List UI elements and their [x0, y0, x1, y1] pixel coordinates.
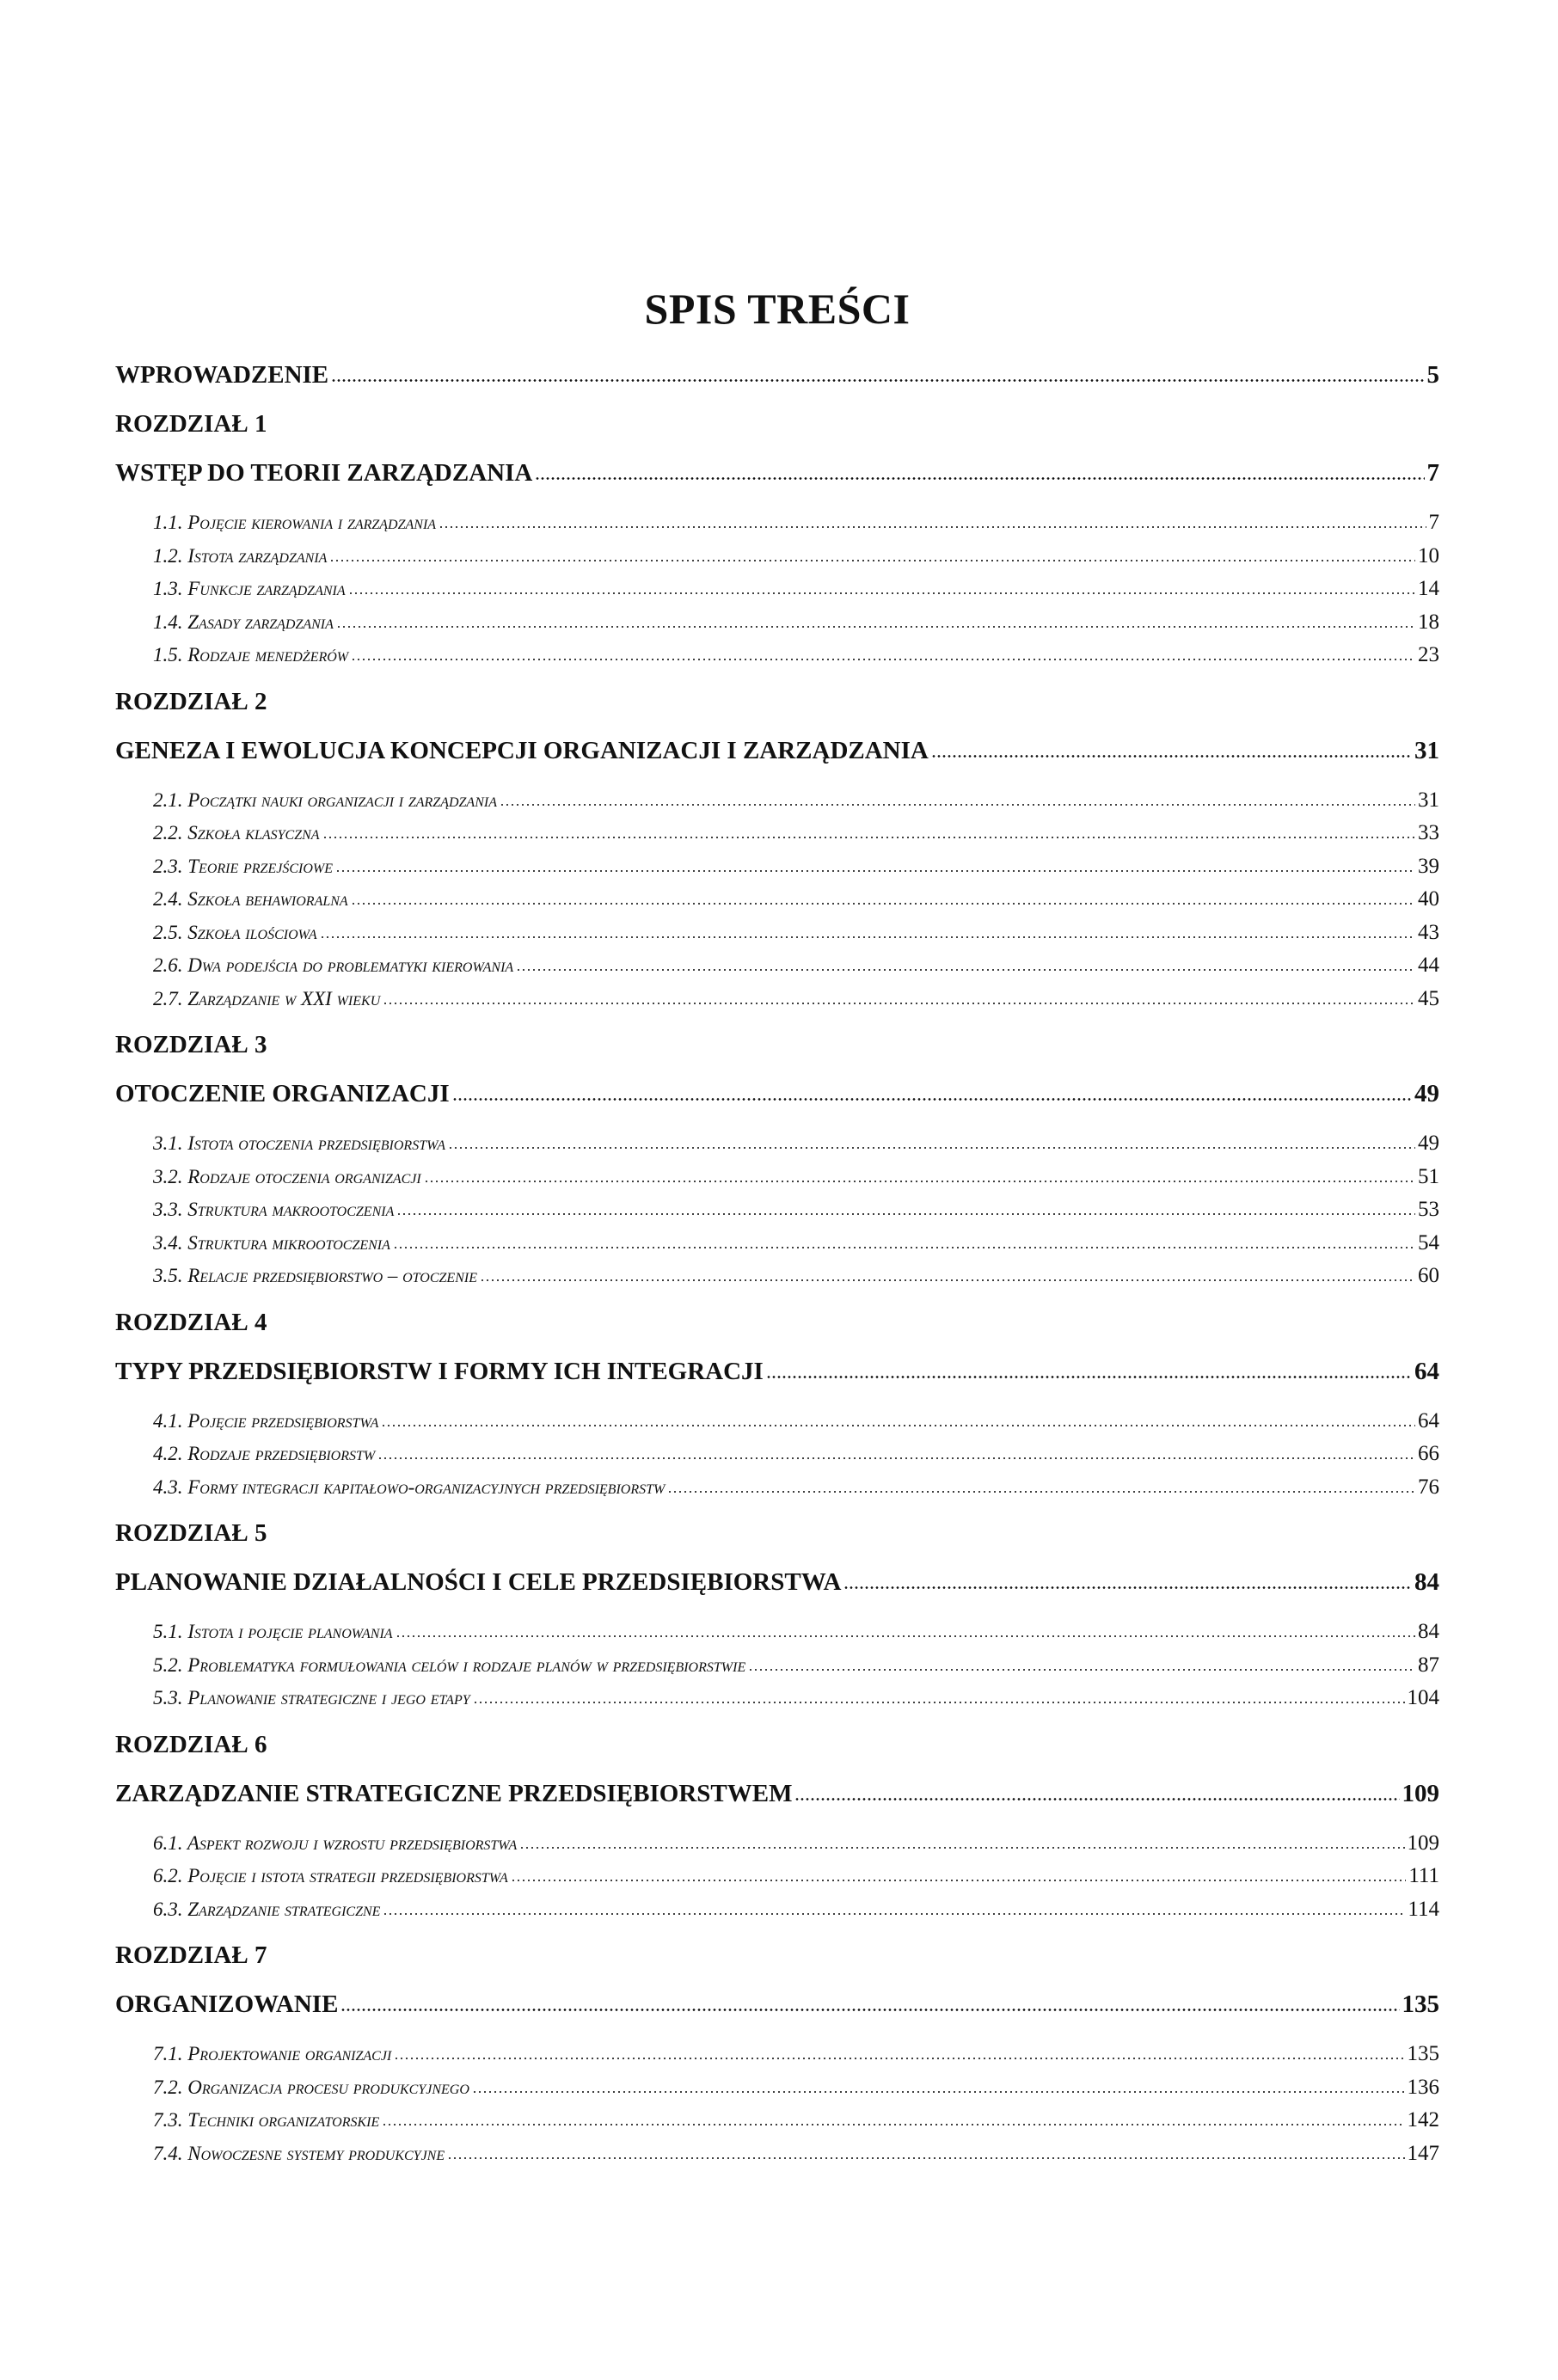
toc-entry-section[interactable]	[115, 506, 1439, 540]
entry-title: 4.3. Formy integracji kapitałowo-organizacyjnych przedsiębiorstw	[153, 1475, 666, 1498]
entry-title: TYPY PRZEDSIĘBIORSTW I FORMY ICH INTEGRACJI	[115, 1357, 764, 1385]
entry-page: 60	[1418, 1264, 1439, 1287]
dot-leader	[383, 1003, 1415, 1004]
entry-page: 10	[1418, 543, 1439, 567]
toc-entry-chapter[interactable]	[115, 449, 1439, 498]
dot-leader	[394, 2058, 1404, 2059]
entry-title: 3.5. Relacje przedsiębiorstwo – otoczenie	[153, 1265, 477, 1286]
toc-entry-intro[interactable]	[115, 351, 1439, 400]
dot-leader	[766, 1376, 1412, 1378]
dot-leader	[473, 1702, 1405, 1703]
entry-page: 51	[1418, 1164, 1439, 1188]
entry-page: 76	[1418, 1475, 1439, 1499]
entry-page: 14	[1418, 577, 1439, 600]
entry-title: WPROWADZENIE	[115, 361, 329, 389]
toc-entry-section[interactable]	[115, 606, 1439, 640]
entry-page: 7	[1428, 511, 1439, 534]
entry-title: PLANOWANIE DZIAŁALNOŚCI I CELE PRZEDSIĘBIORSTWA	[115, 1568, 842, 1596]
entry-title: 2.1. Początki nauki organizacji i zarządzania	[153, 788, 497, 811]
entry-title: 1.3. Funkcje zarządzania	[153, 578, 346, 599]
entry-page: 135	[1402, 1990, 1439, 2018]
toc-entry-section[interactable]	[115, 983, 1439, 1016]
entry-page: 44	[1418, 954, 1439, 977]
dot-leader	[329, 560, 1415, 561]
dot-leader	[448, 1147, 1415, 1149]
entry-page: 23	[1418, 643, 1439, 666]
entry-page: 111	[1408, 1864, 1439, 1887]
entry-page: 31	[1418, 788, 1439, 812]
entry-title: 2.4. Szkoła behawioralna	[153, 888, 348, 910]
entry-title: 3.3. Struktura makrootoczenia	[153, 1199, 395, 1220]
dot-leader	[393, 1247, 1415, 1248]
dot-leader	[447, 2157, 1404, 2159]
entry-page: 109	[1402, 1779, 1439, 1807]
entry-page: 18	[1418, 610, 1439, 634]
entry-page: 39	[1418, 854, 1439, 878]
dot-leader	[794, 1798, 1399, 1800]
entry-title: 2.5. Szkoła ilościowa	[153, 921, 317, 943]
chapter-label: ROZDZIAŁ 5	[115, 1519, 267, 1547]
entry-page: 114	[1408, 1897, 1439, 1921]
entry-page: 40	[1418, 887, 1439, 911]
dot-leader	[348, 592, 1415, 594]
toc-entry-section[interactable]	[115, 1161, 1439, 1194]
entry-title: 6.1. Aspekt rozwoju i wzrostu przedsiębiorstwa	[153, 1831, 518, 1854]
dot-leader	[667, 1491, 1415, 1493]
toc-entry-section[interactable]	[115, 1127, 1439, 1161]
toc-entry-section[interactable]	[115, 1860, 1439, 1893]
entry-page: 147	[1407, 2141, 1439, 2165]
dot-leader	[340, 2009, 1399, 2011]
chapter-label: ROZDZIAŁ 3	[115, 1031, 267, 1058]
toc-entry-section[interactable]	[115, 949, 1439, 983]
entry-page: 33	[1418, 821, 1439, 844]
toc-entry-section[interactable]	[115, 2138, 1439, 2171]
dot-leader	[500, 804, 1415, 806]
entry-page: 87	[1418, 1653, 1439, 1677]
entry-title: 1.2. Istota zarządzania	[153, 544, 328, 567]
entry-title: 1.5. Rodzaje menedżerów	[153, 644, 349, 666]
entry-title: 1.4. Zasady zarządzania	[153, 610, 334, 633]
chapter-label: ROZDZIAŁ 7	[115, 1941, 267, 1969]
chapter-label: ROZDZIAŁ 1	[115, 410, 267, 438]
toc-entry-section[interactable]	[115, 2071, 1439, 2105]
dot-leader	[382, 2124, 1404, 2125]
toc-entry-section[interactable]	[115, 1471, 1439, 1505]
entry-title: 5.1. Istota i pojęcie planowania	[153, 1621, 393, 1642]
dot-leader	[748, 1669, 1415, 1671]
entry-title: 7.4. Nowoczesne systemy produkcyjne	[153, 2142, 445, 2164]
dot-leader	[843, 1586, 1412, 1589]
dot-leader	[519, 1847, 1404, 1849]
entry-title: ORGANIZOWANIE	[115, 1990, 339, 2018]
toc-entry-section[interactable]	[115, 917, 1439, 950]
dot-leader	[452, 1098, 1412, 1101]
entry-page: 49	[1418, 1132, 1439, 1155]
entry-title: 2.2. Szkoła klasyczna	[153, 822, 320, 843]
dot-leader	[336, 626, 1415, 628]
chapter-label: ROZDZIAŁ 4	[115, 1308, 267, 1336]
entry-page: 45	[1418, 986, 1439, 1010]
entry-title: 2.7. Zarządzanie w XXI wieku	[153, 987, 381, 1009]
toc-entry-section[interactable]	[115, 2038, 1439, 2071]
entry-page: 64	[1414, 1357, 1439, 1385]
dot-leader	[351, 659, 1415, 660]
dot-leader	[396, 1635, 1415, 1637]
entry-title: 4.1. Pojęcie przedsiębiorstwa	[153, 1409, 379, 1432]
entry-title: 3.4. Struktura mikrootoczenia	[153, 1231, 390, 1254]
dot-leader	[335, 870, 1415, 872]
toc-entry-section[interactable]	[115, 1193, 1439, 1227]
toc-entry-section[interactable]	[115, 1405, 1439, 1438]
entry-page: 64	[1418, 1408, 1439, 1432]
toc-entry-section[interactable]	[115, 883, 1439, 917]
dot-leader	[439, 526, 1426, 528]
entry-title: 3.1. Istota otoczenia przedsiębiorstwa	[153, 1132, 446, 1154]
toc-entry-section[interactable]	[115, 1616, 1439, 1649]
entry-page: 53	[1418, 1198, 1439, 1221]
toc-entry-chapter[interactable]	[115, 1980, 1439, 2029]
entry-page: 31	[1414, 736, 1439, 764]
toc-entry-section[interactable]	[115, 850, 1439, 884]
dot-leader	[424, 1181, 1415, 1182]
entry-title: 7.1. Projektowanie organizacji	[153, 2043, 392, 2064]
dot-leader	[396, 1213, 1415, 1215]
entry-page: 49	[1414, 1080, 1439, 1107]
toc-entry-chapter[interactable]	[115, 1070, 1439, 1119]
entry-page: 135	[1407, 2042, 1439, 2065]
toc-entry-section[interactable]	[115, 1827, 1439, 1861]
dot-leader	[931, 755, 1412, 758]
entry-title: 6.3. Zarządzanie strategiczne	[153, 1898, 381, 1920]
dot-leader	[377, 1457, 1415, 1459]
entry-title: 7.2. Organizacja procesu produkcyjnego	[153, 2076, 469, 2098]
toc-entry-section[interactable]	[115, 1260, 1439, 1293]
table-of-contents	[115, 351, 1439, 2175]
dot-leader	[472, 2091, 1405, 2093]
toc-entry-chapter[interactable]	[115, 727, 1439, 776]
entry-page: 136	[1407, 2075, 1439, 2099]
page-title: SPIS TREŚCI	[644, 285, 911, 333]
entry-title: 2.6. Dwa podejścia do problematyki kierowania	[153, 954, 514, 976]
entry-title: 6.2. Pojęcie i istota strategii przedsiębiorstwa	[153, 1865, 508, 1886]
entry-page: 66	[1418, 1442, 1439, 1465]
entry-page: 84	[1414, 1568, 1439, 1596]
toc-entry-section[interactable]	[115, 1649, 1439, 1683]
entry-title: 5.3. Planowanie strategiczne i jego etapy	[153, 1687, 470, 1708]
entry-title: GENEZA I EWOLUCJA KONCEPCJI ORGANIZACJI I ZARZĄDZANIA	[115, 736, 929, 764]
toc-entry-section[interactable]	[115, 1682, 1439, 1715]
dot-leader	[381, 1425, 1415, 1426]
toc-entry-chapter[interactable]	[115, 1347, 1439, 1396]
entry-page: 7	[1426, 459, 1439, 487]
toc-entry-section[interactable]	[115, 817, 1439, 850]
dot-leader	[511, 1880, 1407, 1881]
entry-title: 3.2. Rodzaje otoczenia organizacji	[153, 1165, 421, 1187]
toc-entry-section[interactable]	[115, 1227, 1439, 1261]
entry-title: OTOCZENIE ORGANIZACJI	[115, 1080, 450, 1107]
entry-page: 43	[1418, 920, 1439, 944]
chapter-label: ROZDZIAŁ 6	[115, 1730, 267, 1758]
entry-title: 7.3. Techniki organizatorskie	[153, 2109, 380, 2131]
entry-title: 1.1. Pojęcie kierowania i zarządzania	[153, 512, 437, 533]
dot-leader	[351, 903, 1415, 905]
entry-title: ZARZĄDZANIE STRATEGICZNE PRZEDSIĘBIORSTWEM	[115, 1779, 793, 1807]
dot-leader	[383, 1913, 1405, 1915]
dot-leader	[331, 379, 1424, 382]
toc-entry-section[interactable]	[115, 573, 1439, 606]
entry-page: 84	[1418, 1620, 1439, 1643]
toc-entry-section[interactable]	[115, 784, 1439, 818]
entry-title: 5.2. Problematyka formułowania celów i rodzaje planów w przedsiębiorstwie	[153, 1653, 746, 1676]
entry-title: WSTĘP DO TEORII ZARZĄDZANIA	[115, 459, 533, 487]
chapter-label: ROZDZIAŁ 2	[115, 687, 267, 715]
toc-entry-section[interactable]	[115, 1893, 1439, 1927]
entry-page: 104	[1407, 1686, 1439, 1709]
toc-entry-section[interactable]	[115, 1438, 1439, 1471]
entry-title: 2.3. Teorie przejściowe	[153, 855, 333, 877]
toc-entry-section[interactable]	[115, 540, 1439, 574]
toc-entry-section[interactable]	[115, 2104, 1439, 2138]
dot-leader	[516, 969, 1415, 971]
dot-leader	[320, 936, 1415, 938]
toc-entry-chapter[interactable]	[115, 1770, 1439, 1819]
toc-entry-section[interactable]	[115, 639, 1439, 672]
toc-entry-chapter[interactable]	[115, 1558, 1439, 1607]
entry-page: 142	[1407, 2108, 1439, 2132]
entry-page: 5	[1426, 361, 1439, 389]
dot-leader	[480, 1279, 1415, 1281]
entry-page: 54	[1418, 1230, 1439, 1254]
entry-page: 109	[1407, 1831, 1439, 1855]
dot-leader	[322, 837, 1415, 838]
entry-title: 4.2. Rodzaje przedsiębiorstw	[153, 1443, 376, 1464]
dot-leader	[535, 477, 1424, 480]
